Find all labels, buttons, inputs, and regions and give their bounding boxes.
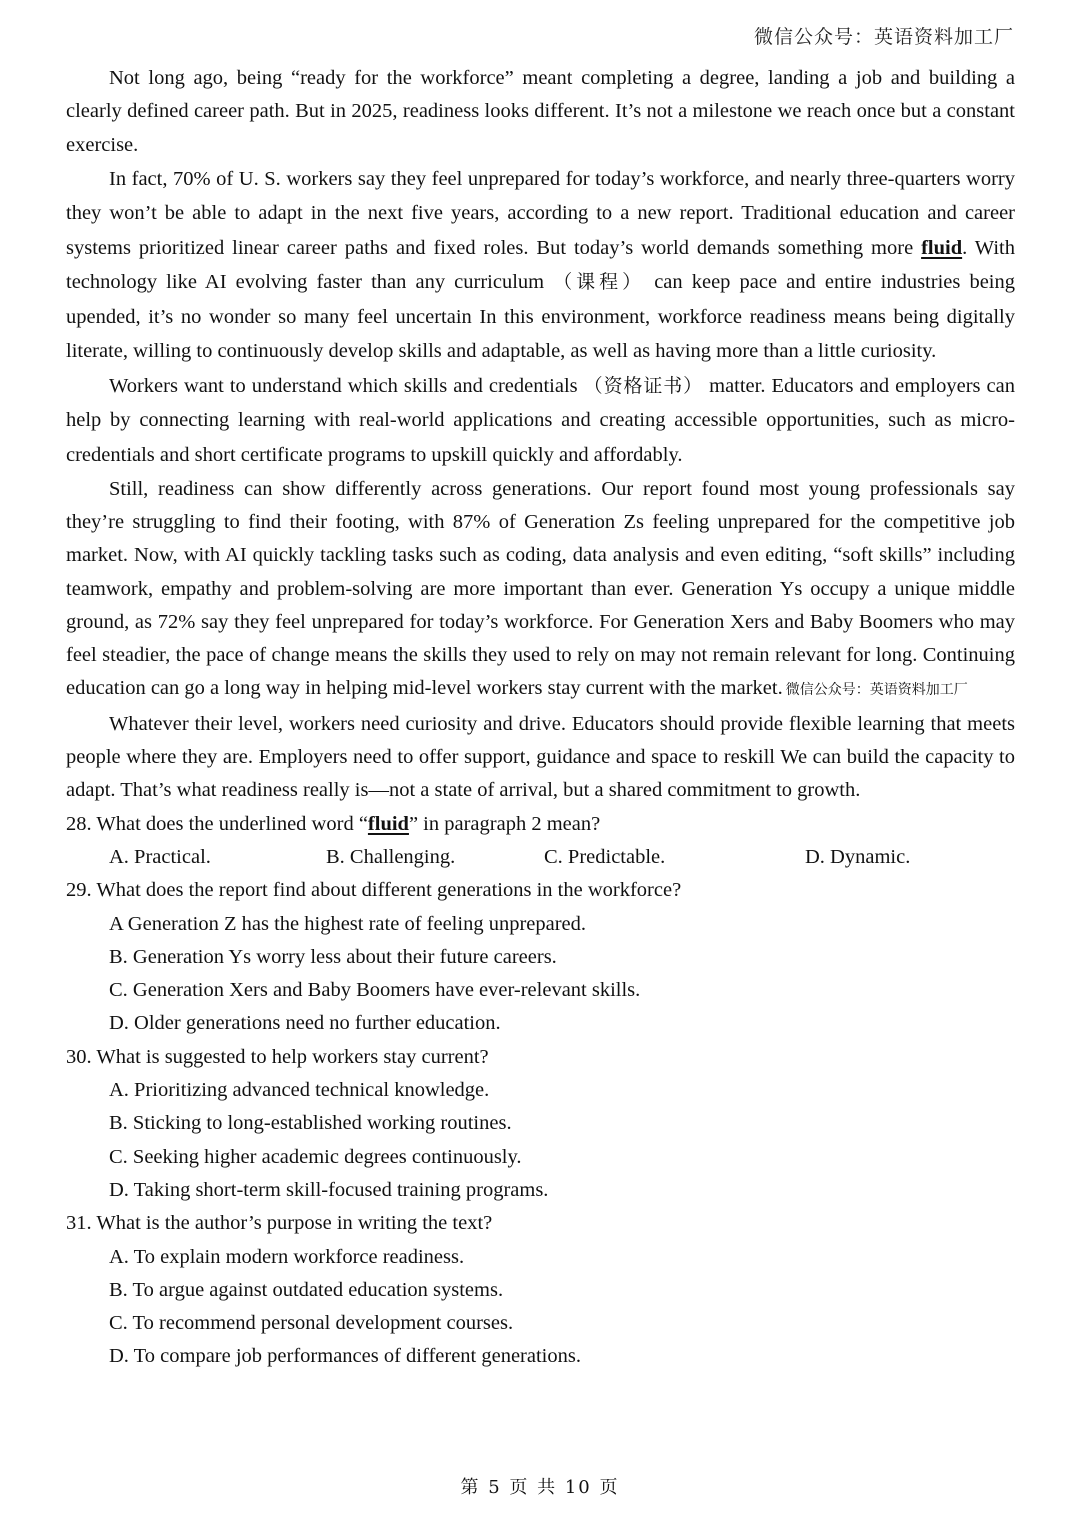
paragraph-3 (66, 369, 1015, 473)
question-30-option-b: B. Sticking to long-established working routines. (109, 1112, 512, 1135)
paragraph-5: Whatever their level, workers need curiosity and drive. Educators should provide flexible learning that meets people where they are. Employers need to offer support, guidance and space to reskill We can build the capacity to adapt. That’s what readiness really is—not a state of arrival, but a shared commitment to growth. (66, 712, 1015, 802)
question-28-suffix: ” in paragraph 2 mean? (408, 812, 601, 835)
question-28-option-a: A. Practical. (109, 845, 211, 868)
question-31-stem: 31. What is the author’s purpose in writing the text? (66, 1212, 493, 1235)
question-28-option-b: B. Challenging. (326, 845, 456, 868)
question-31-option-c: C. To recommend personal development courses. (109, 1312, 514, 1335)
header-watermark: 微信公众号：英语资料加工厂 (753, 26, 1014, 48)
document-body (66, 62, 1015, 1374)
question-28-prefix: 28. What does the underlined word “ (66, 812, 368, 835)
question-31-option-b: B. To argue against outdated education systems. (109, 1278, 504, 1301)
gloss-credentials: （资格证书） (583, 374, 704, 397)
question-29-option-a: A Generation Z has the highest rate of feeling unprepared. (109, 912, 587, 935)
question-30-option-c: C. Seeking higher academic degrees continuously. (109, 1145, 522, 1168)
paragraph-2-text-c: can keep pace and entire industries being upended, it’s no wonder so many feel uncertain In this environment, workforce readiness means being digitally literate, willing to continuously develop skills and adaptable, as well as having more than a little curiosity. (66, 271, 1015, 363)
paragraph-4 (66, 473, 1015, 708)
paragraph-3-text-b: matter. Educators and employers can help by connecting learning with real-world applications and creating accessible opportunities, such as micro-credentials and short certificate programs to upskill quickly and affordably. (66, 374, 1015, 467)
paragraph-3-text-a: Workers want to understand which skills and credentials (109, 374, 584, 397)
question-28-options (109, 841, 1015, 874)
paragraph-1: Not long ago, being “ready for the workforce” meant completing a degree, landing a job and building a clearly defined career path. But in 2025, readiness looks different. It’s not a milestone we reach once but a constant exercise. (66, 67, 1015, 156)
question-28-option-c: C. Predictable. (544, 845, 666, 868)
question-28-stem (66, 808, 1015, 841)
question-28-option-d: D. Dynamic. (805, 845, 911, 868)
question-29-stem: 29. What does the report find about different generations in the workforce? (66, 879, 682, 902)
inline-watermark: 微信公众号：英语资料加工厂 (785, 682, 968, 699)
question-30-stem: 30. What is suggested to help workers stay current? (66, 1045, 489, 1068)
question-29-option-c: C. Generation Xers and Baby Boomers have ever-relevant skills. (109, 979, 641, 1002)
question-29-option-b: B. Generation Ys worry less about their future careers. (109, 945, 557, 968)
question-30-option-d: D. Taking short-term skill-focused training programs. (109, 1178, 549, 1201)
paragraph-2-text-a: In fact, 70% of U. S. workers say they feel unprepared for today’s workforce, and nearly three-quarters worry they won’t be able to adapt in the next five years, according to a new report. Traditional education and career systems prioritized linear career paths and fixed roles. But today’s world demands something more (66, 167, 1015, 259)
question-31-option-d: D. To compare job performances of different generations. (109, 1345, 581, 1368)
question-28-underlined-word: fluid (367, 812, 409, 835)
paragraph-4-text: Still, readiness can show differently across generations. Our report found most young professionals say they’re struggling to find their footing, with 87% of Generation Zs feeling unprepared for the competitive job market. Now, with AI quickly tackling tasks such as coding, data analysis and even editing, “soft skills” including teamwork, empathy and problem-solving are more important than ever. Generation Ys occupy a unique middle ground, as 72% say they feel unprepared for today’s workforce. For Generation Xers and Baby Boomers who may feel steadier, the pace of change means the skills they used to rely on may not remain relevant for long. Continuing education can go a long way in helping mid-level workers stay current with the market. (66, 477, 1015, 700)
underlined-word-fluid: fluid (921, 236, 963, 259)
paragraph-2 (66, 162, 1015, 369)
question-30-option-a: A. Prioritizing advanced technical knowledge. (109, 1079, 490, 1102)
question-31-option-a: A. To explain modern workforce readiness. (109, 1245, 465, 1268)
page-number-footer: 第 5 页 共 10 页 (460, 1477, 620, 1498)
gloss-curriculum: （课程） (553, 271, 646, 294)
question-29-option-d: D. Older generations need no further education. (109, 1012, 501, 1035)
paragraph-2-text-b: . With technology like AI evolving faster than any curriculum (66, 236, 1015, 294)
